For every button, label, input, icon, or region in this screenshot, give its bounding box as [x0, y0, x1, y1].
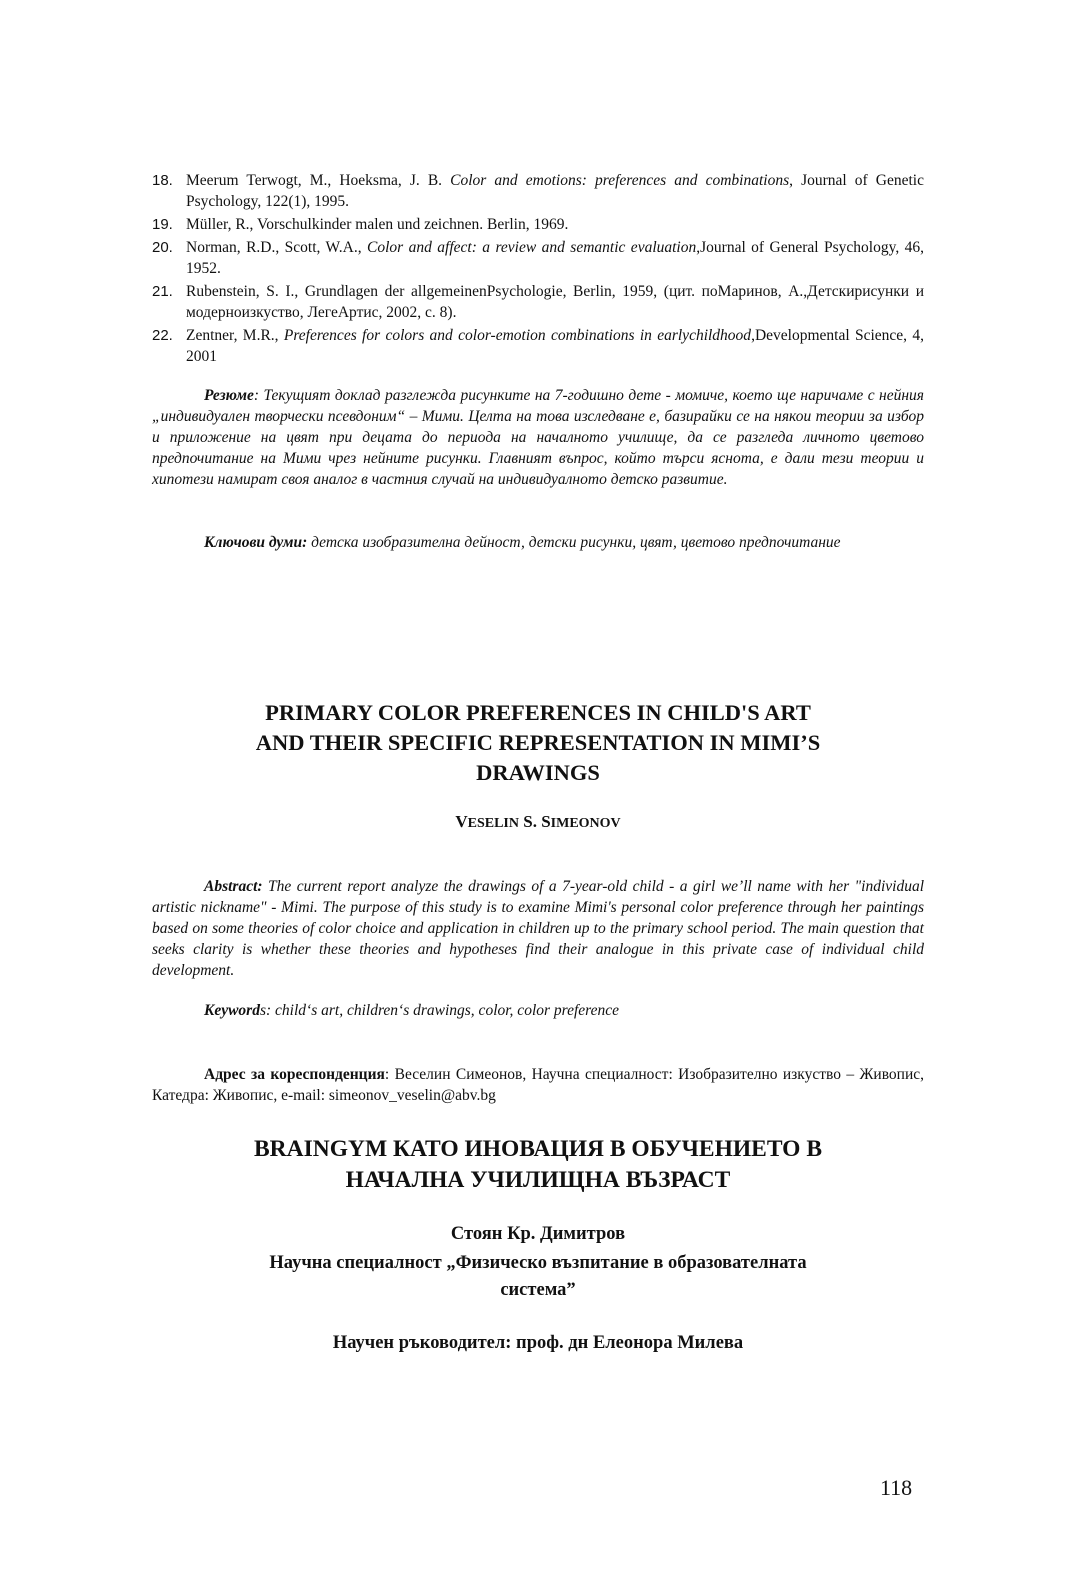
- reference-text: Rubenstein, S. I., Grundlagen der allgemeinenPsychologie, Berlin, 1959, (цит. поМаринов, А.,Детскирисунки и модерноизкуство, ЛегеАртис, 2002, с. 8).: [186, 283, 924, 321]
- abstract-label: Abstract:: [204, 878, 263, 895]
- reference-text: Müller, R., Vorschulkinder malen und zeichnen. Berlin, 1969.: [186, 216, 569, 233]
- paper2-specialty: Научна специалност „Физическо възпитание в образователната система”: [269, 1253, 807, 1300]
- keywords-bg-text: детска изобразителна дейност, детски рисунки, цвят, цветово предпочитание: [307, 534, 841, 551]
- keywords-en-text: : child‘s art, children‘s drawings, color, color preference: [266, 1002, 620, 1019]
- reference-item: [152, 237, 924, 279]
- abstract-paragraph: [152, 876, 924, 981]
- reference-number: 21.: [152, 283, 173, 300]
- reference-text: Zentner, M.R., Preferences for colors and color-emotion combinations in earlychildhood,Developmental Science, 4, 2001: [186, 327, 924, 365]
- reference-item: [152, 281, 924, 323]
- keywords-bg-paragraph: [152, 532, 924, 553]
- reference-number: 22.: [152, 327, 173, 344]
- paper2-title: [152, 1134, 924, 1196]
- title-line: AND THEIR SPECIFIC REPRESENTATION IN MIMI’S: [255, 730, 821, 755]
- keywords-en-paragraph: [152, 1000, 924, 1021]
- abstract-text: The current report analyze the drawings of a 7-year-old child - a girl we’ll name with her "individual artistic nickname" - Mimi. The purpose of this study is to examine Mimi's personal color preference through her paintings based on some theories of color choice and application in children up to the primary school period. The main question that seeks clarity is whether these theories and hypotheses find their analogue in this private case of individual child development.: [152, 878, 924, 979]
- reference-item: [152, 214, 924, 235]
- title-line: НАЧАЛНА УЧИЛИЩНА ВЪЗРАСТ: [345, 1167, 731, 1193]
- reference-number: 19.: [152, 216, 173, 233]
- summary-text: : Текущият доклад разглежда рисунките на 7-годишно дете - момиче, което ще наричаме с нейния „индивидуален творчески псевдоним“ – Мими. Целта на това изследване е, базирайки се на някои теории за избор и приложение на цвят при децата до периода на началното училище, да се разгледа личното цветово предпочитание на Мими чрез нейните рисунки. Главният въпрос, който търси яснота, е дали тези теории и хипотези намират своя аналог в частния случай на индивидуалното детско развитие.: [152, 387, 924, 488]
- title-line: DRAWINGS: [476, 760, 600, 785]
- address-label: Адрес за кореспонденция: [204, 1066, 385, 1083]
- reference-text: Meerum Terwogt, M., Hoeksma, J. B. Color and emotions: preferences and combinations, Journal of Genetic Psychology, 122(1), 1995.: [186, 172, 924, 210]
- reference-list: [152, 170, 924, 369]
- address-paragraph: [152, 1064, 924, 1106]
- page-number: 118: [880, 1475, 913, 1500]
- reference-number: 20.: [152, 239, 173, 256]
- summary-paragraph: [152, 385, 924, 490]
- reference-item: [152, 170, 924, 212]
- title-line: PRIMARY COLOR PREFERENCES IN CHILD'S ART: [265, 700, 811, 725]
- address-text: : Веселин Симеонов, Научна специалност: Изобразително изкуство – Живопис, Катедра: Живопис, e-mail: simeonov_veselin@abv.bg: [152, 1066, 924, 1104]
- reference-number: 18.: [152, 172, 173, 189]
- reference-text: Norman, R.D., Scott, W.A., Color and affect: a review and semantic evaluation,Journal of General Psychology, 46, 1952.: [186, 239, 924, 277]
- paper-title: [152, 698, 924, 788]
- keywords-bg-label: Ключови думи:: [204, 534, 308, 551]
- summary-label: Резюме: [204, 387, 254, 404]
- title-line: BRAINGYM КАТО ИНОВАЦИЯ В ОБУЧЕНИЕТО В: [253, 1136, 823, 1162]
- reference-item: [152, 325, 924, 367]
- paper2-author: Стоян Кр. Димитров: [450, 1224, 626, 1244]
- paper-author: VESELIN S. SIMEONOV: [455, 812, 621, 831]
- keywords-en-label: Keywords: [204, 1002, 267, 1019]
- paper2-supervisor: Научен ръководител: проф. дн Елеонора Милева: [332, 1333, 744, 1353]
